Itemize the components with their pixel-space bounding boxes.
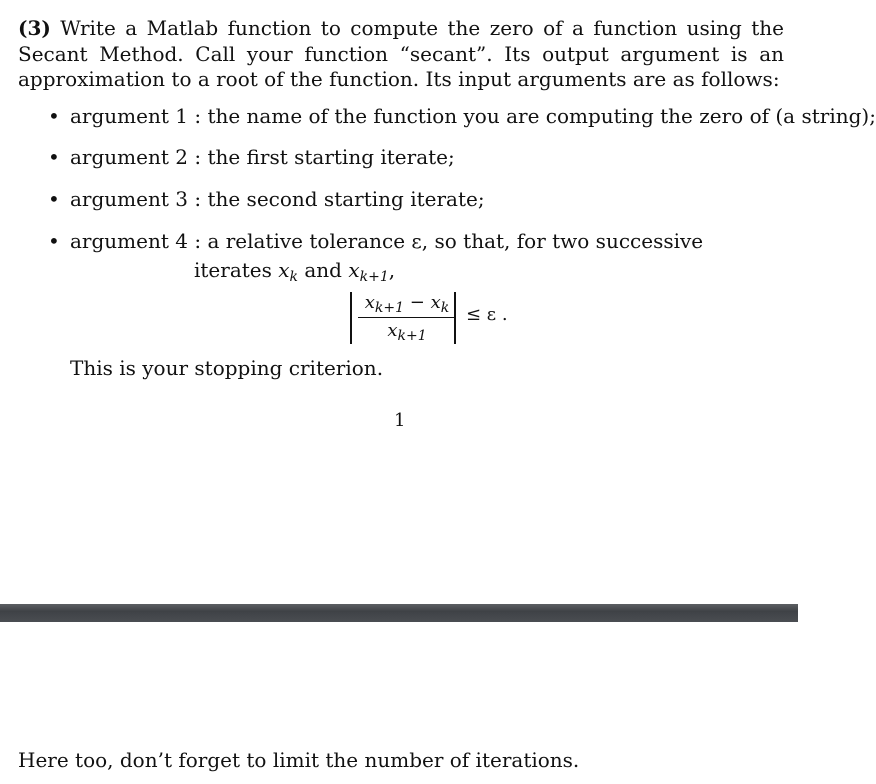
math-subscript: k+1 (359, 269, 389, 285)
continuation-suffix: , (388, 258, 396, 282)
math-variable: x (387, 320, 398, 341)
relation-less-equal-epsilon: ≤ ε . (466, 304, 508, 325)
bullet-icon: • (48, 229, 60, 253)
list-item (48, 187, 485, 211)
math-variable: x (348, 258, 360, 282)
problem-intro-text: Write a Matlab function to compute the zero of a function using the Secant Method. Call your function “secant”. Its output argument is an approximation to a root of the function. Its input arguments are as follows: (18, 16, 784, 91)
argument4-continuation (194, 258, 396, 285)
bullet-icon: • (48, 187, 60, 211)
argument-description: the first starting iterate; (207, 145, 455, 169)
argument-label: argument 3 : (70, 187, 202, 211)
document-page-2 (0, 622, 798, 784)
stopping-criterion-text: This is your stopping criterion. (70, 356, 384, 380)
bullet-icon: • (48, 104, 60, 128)
bullet-icon: • (48, 145, 60, 169)
argument-description: the name of the function you are computing the zero of (a string); (207, 104, 876, 128)
list-item (48, 104, 876, 128)
math-subscript: k+1 (374, 300, 405, 316)
fraction-bar (358, 317, 456, 318)
math-subscript: k+1 (397, 328, 427, 344)
stopping-criterion-formula (348, 290, 518, 346)
math-variable: x (364, 292, 375, 313)
argument-label: argument 2 : (70, 145, 202, 169)
page-separator (0, 604, 798, 622)
problem-number: (3) (18, 16, 51, 40)
fraction-numerator (358, 292, 456, 316)
argument-label: argument 4 : (70, 229, 202, 253)
math-subscript: k (289, 269, 299, 285)
argument-description: a relative tolerance ε, so that, for two successive (207, 229, 704, 253)
problem-paragraph (18, 16, 784, 93)
argument-description: the second starting iterate; (207, 187, 485, 211)
math-variable: x (430, 292, 441, 313)
absolute-value-bar-right (454, 292, 456, 344)
continuation-prefix: iterates (194, 258, 272, 282)
math-subscript: k (440, 300, 450, 316)
list-item (48, 145, 455, 169)
minus-sign: − (409, 292, 425, 313)
list-item (48, 229, 703, 253)
fraction-denominator (358, 320, 456, 344)
continuation-conjunction: and (304, 258, 342, 282)
absolute-value-bar-left (350, 292, 352, 344)
math-variable: x (278, 258, 290, 282)
iteration-limit-note: Here too, don’t forget to limit the number of iterations. (18, 748, 580, 772)
argument-label: argument 1 : (70, 104, 202, 128)
page-number: 1 (394, 410, 406, 431)
